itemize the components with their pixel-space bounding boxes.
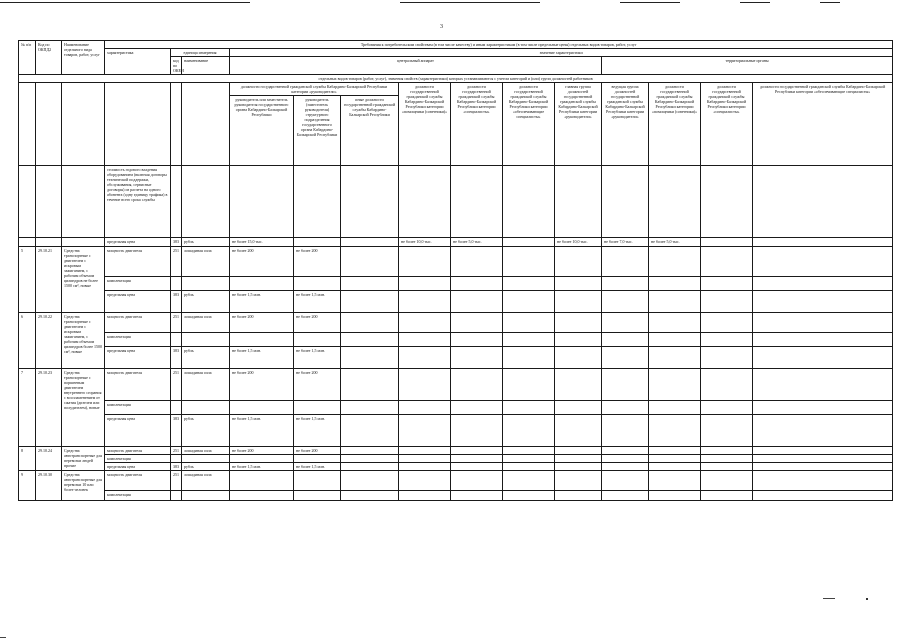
page-number: 3 xyxy=(440,24,443,30)
row-unit-name: рубль xyxy=(182,415,230,447)
position-header: должности государственной гражданской службы Кабардино-Балкарской Республики категории «обеспечивающие специалисты» xyxy=(503,83,555,166)
table-row xyxy=(19,347,893,369)
row-value: не более 200 xyxy=(294,247,341,277)
row-unit-name: рубль xyxy=(182,463,230,471)
col-header-requirements: Требования к потребительским свойствам (в том числе качеству) и иным характеристикам (в том числе предельные цены) отдельных видов товаров, работ, услуг xyxy=(105,41,893,49)
row-characteristic: предельная цена xyxy=(105,415,171,447)
row-characteristic: комплектация xyxy=(105,401,171,415)
table-row xyxy=(19,277,893,291)
row-code: 29.10.21 xyxy=(36,247,62,313)
cost-row xyxy=(19,166,893,238)
table-row xyxy=(19,455,893,463)
position-header: руководитель или заместитель руководителя государственного органа Кабардино-Балкарской Республики xyxy=(230,96,294,166)
row-unit-code: 251 xyxy=(171,369,182,401)
table-row xyxy=(19,247,893,277)
row-unit-name: лошадиная сила xyxy=(182,247,230,277)
row-value: не более 200 xyxy=(294,447,341,455)
scan-edge-line xyxy=(0,2,250,3)
position-header: руководитель (заместитель руководителя) структурного подразделения государственного органа Кабардино-Балкарской Республики xyxy=(294,96,341,166)
scan-edge-line xyxy=(820,2,840,3)
row-unit-code: 383 xyxy=(171,347,182,369)
col-header-territorial: территориальные органы xyxy=(602,57,893,75)
scan-artifact xyxy=(0,637,6,638)
row-code: 29.10.23 xyxy=(36,369,62,447)
table-row xyxy=(19,447,893,455)
scan-edge-line xyxy=(400,2,540,3)
scan-edge-line xyxy=(740,2,770,3)
row-unit-code: 251 xyxy=(171,313,182,333)
row-value: не более 200 xyxy=(294,369,341,401)
col-header-values: значение характеристики xyxy=(230,49,893,57)
subheader-text: отдельных видов товаров (работ, услуг), значения свойств (характеристики) которых устанавливаются с учетом категорий и (или) групп должностей работников xyxy=(19,75,893,83)
row-unit-name: лошадиная сила xyxy=(182,313,230,333)
price-value: не более 7,0 тыс. xyxy=(602,238,649,247)
row-unit-code: 251 xyxy=(171,247,182,277)
row-value: не более 200 xyxy=(230,313,294,333)
table-row xyxy=(19,291,893,313)
position-header: ведущая группа должностей государственной гражданской службы Кабардино-Балкарской Республики категории «руководители» xyxy=(602,83,649,166)
row-num: 9 xyxy=(19,471,36,501)
row-characteristic: мощность двигателя xyxy=(105,313,171,333)
row-value: не более 1,5 млн. xyxy=(230,291,294,313)
row-characteristic: мощность двигателя xyxy=(105,247,171,277)
row-name: Средства автотранспортные для перевозки людей прочие xyxy=(62,447,105,471)
row-unit-name: лошадиная сила xyxy=(182,447,230,455)
table-row xyxy=(19,401,893,415)
price-value: не более 5,0 тыс. xyxy=(451,238,503,247)
row-value: не более 200 xyxy=(230,247,294,277)
price-code: 383 xyxy=(171,238,182,247)
row-unit-code: 383 xyxy=(171,291,182,313)
position-header: иные должности государственной гражданской службы Кабардино-Балкарской Республики xyxy=(341,96,399,166)
row-num: 5 xyxy=(19,247,36,313)
row-characteristic: предельная цена xyxy=(105,347,171,369)
table-row xyxy=(19,471,893,491)
row-value: не более 1,5 млн. xyxy=(294,347,341,369)
position-header: должности государственной гражданской службы Кабардино-Балкарской Республики категории «помощники (советники)» xyxy=(649,83,701,166)
col-header-unit-name: наименование xyxy=(182,57,230,75)
table-row xyxy=(19,333,893,347)
row-value: не более 200 xyxy=(230,447,294,455)
position-header: должности государственной гражданской службы Кабардино-Балкарской Республики категории «помощники (советники)» xyxy=(399,83,451,166)
row-value: не более 1,5 млн. xyxy=(230,415,294,447)
row-unit-code: 251 xyxy=(171,471,182,491)
row-characteristic: комплектация xyxy=(105,333,171,347)
row-unit-name: лошадиная сила xyxy=(182,369,230,401)
cost-note: стоимость годового владения оборудованием (включая договоры технической поддержки, обслуживания, сервисные договоры) из расчета на одного абонента (одну единицу трафика) в течение всего срока службы xyxy=(105,166,171,238)
table-row xyxy=(19,491,893,501)
row-value: не более 1,5 млн. xyxy=(230,347,294,369)
row-code: 29.10.30 xyxy=(36,471,62,501)
table-row xyxy=(19,415,893,447)
col-header-okpd: Код по ОКПД2 xyxy=(36,41,62,75)
row-value: не более 1,5 млн. xyxy=(294,291,341,313)
row-unit-code: 251 xyxy=(171,447,182,455)
row-code: 29.10.24 xyxy=(36,447,62,471)
subheader-row xyxy=(19,75,893,83)
col-header-central: центральный аппарат xyxy=(230,57,602,75)
row-unit-code: 383 xyxy=(171,415,182,447)
row-unit-name: лошадиная сила xyxy=(182,471,230,491)
row-characteristic: предельная цена xyxy=(105,291,171,313)
col-header-unit-code: код по ОКЕИ xyxy=(171,57,182,75)
table-row xyxy=(19,463,893,471)
price-label: предельная цена xyxy=(105,238,171,247)
row-characteristic: мощность двигателя xyxy=(105,447,171,455)
scan-edge-line xyxy=(620,2,680,3)
row-name: Средства автотранспортные для перевозки 10 или более человек xyxy=(62,471,105,501)
price-row xyxy=(19,238,893,247)
header-row xyxy=(19,41,893,49)
col-header-unit: единица измерения xyxy=(171,49,230,57)
row-name: Средства транспортные с поршневым двигателем внутреннего сгорания с воспламенением от сжатия (дизелем или полудизелем), новые xyxy=(62,369,105,447)
positions-row xyxy=(19,83,893,96)
row-name: Средства транспортные с двигателем с искровым зажиганием, с рабочим объемом цилиндров не более 1500 см³, новые xyxy=(62,247,105,313)
row-unit-code: 383 xyxy=(171,463,182,471)
price-unit: рубль xyxy=(182,238,230,247)
position-header: должности государственной гражданской службы Кабардино-Балкарской Республики категории «специалисты» xyxy=(451,83,503,166)
position-header: главная группа должностей государственной гражданской службы Кабардино-Балкарской Республики категории «руководители» xyxy=(555,83,602,166)
row-num: 7 xyxy=(19,369,36,447)
requirements-table xyxy=(18,40,893,501)
scan-artifact xyxy=(823,598,835,599)
position-header: должности государственной гражданской службы Кабардино-Балкарской Республики категории «обеспечивающие специалисты» xyxy=(753,83,893,166)
row-value: не более 200 xyxy=(230,369,294,401)
row-characteristic: комплектация xyxy=(105,277,171,291)
col-header-num: № п/п xyxy=(19,41,36,75)
row-unit-name: рубль xyxy=(182,347,230,369)
row-characteristic: комплектация xyxy=(105,491,171,501)
row-name: Средства транспортные с двигателем с искровым зажиганием, с рабочим объемом цилиндров более 1500 см³, новые xyxy=(62,313,105,369)
row-characteristic: мощность двигателя xyxy=(105,471,171,491)
row-num: 8 xyxy=(19,447,36,471)
row-value: не более 200 xyxy=(294,313,341,333)
price-value: не более 10,0 тыс. xyxy=(555,238,602,247)
table-row xyxy=(19,369,893,401)
row-unit-name: рубль xyxy=(182,291,230,313)
scan-artifact xyxy=(866,598,868,600)
row-value: не более 1,5 млн. xyxy=(230,463,294,471)
row-code: 29.10.22 xyxy=(36,313,62,369)
row-characteristic: комплектация xyxy=(105,455,171,463)
position-header: должности государственной гражданской службы Кабардино-Балкарской Республики категории «специалисты» xyxy=(701,83,753,166)
col-header-name: Наименование отдельного вида товаров, работ, услуг xyxy=(62,41,105,75)
row-num: 6 xyxy=(19,313,36,369)
row-value: не более 1,5 млн. xyxy=(294,463,341,471)
col-header-characteristic: характеристика xyxy=(105,49,171,75)
row-characteristic: предельная цена xyxy=(105,463,171,471)
header-row xyxy=(19,49,893,57)
positions-group-header: должности государственной гражданской службы Кабардино-Балкарской Республики категории «руководители» xyxy=(230,83,399,96)
price-value: не более 10,0 тыс. xyxy=(399,238,451,247)
row-characteristic: мощность двигателя xyxy=(105,369,171,401)
row-value: не более 1,5 млн. xyxy=(294,415,341,447)
price-value: не более 5,0 тыс. xyxy=(649,238,701,247)
table-row xyxy=(19,313,893,333)
price-value: не более 15,0 тыс. xyxy=(230,238,294,247)
